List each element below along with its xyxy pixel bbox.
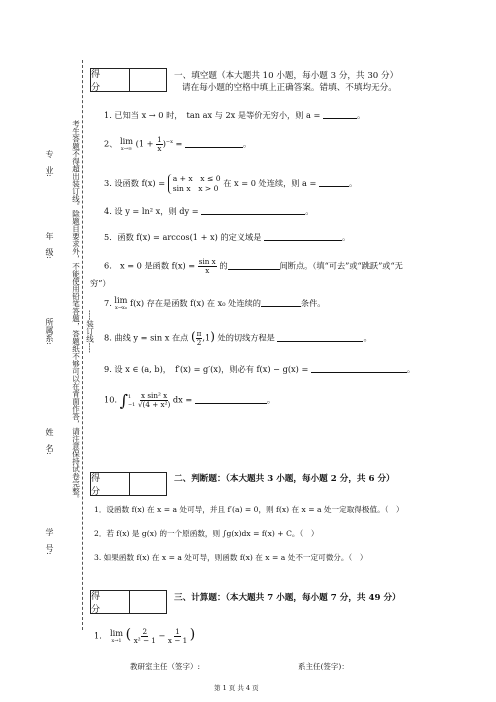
- s1-q3: 3. 设函数 f(x) = a + x x ≤ 0 sin x x > 0 在 x = 0 处连续，则 a = 。: [104, 174, 358, 193]
- s1-q8: 8. 曲线 y = sin x 在点 ( $\frac{\pi}{2}$ ,1) 处的切线方程是 。: [104, 329, 372, 347]
- s2-q1: 1．设函数 f(x) 在 x = a 处可导，并且 f′(a) = 0，则 f(x) 在 x = a 处一定取得极值。（ ）: [94, 505, 404, 514]
- s1-q6-cont: 穷”）: [90, 278, 111, 288]
- s1-q5: 5．函数 f(x) = arccos(1 + x) 的定义域是 。: [104, 232, 351, 242]
- score-box-1: [90, 68, 167, 92]
- s2-q2: 2．若 f(x) 是 g(x) 的一个原函数，则 ∫g(x)dx = f(x) + C。（ ）: [94, 529, 319, 538]
- s1-q9: 9. 设 x ∈ (a, b)， f′(x) = g′(x)，则必有 f(x) − g(x) = 。: [104, 364, 416, 374]
- s1-q6: 6. x = 0 是函数 f(x) = $\frac{\text{sin x}}{x}$ 的 间断点。（填“可去”或“跳跃”或“无: [104, 257, 403, 275]
- score-box-2: [90, 472, 167, 496]
- section1-instruction: 请在每小题的空格中填上正确答案。错填、不填均无分。: [182, 83, 397, 93]
- score-label: 得 分: [91, 473, 130, 495]
- field-grade: 年 级:: [45, 232, 54, 259]
- sign-dept-head: 系主任(签字)：: [298, 662, 349, 671]
- s1-q1: 1. 已知当 x → 0 时， tan ax 与 2x 是等价无穷小，则 a = 。: [104, 110, 366, 120]
- field-dept: 所属系:: [45, 318, 54, 345]
- s1-q4: 4. 设 y = ln² x，则 dy = 。: [104, 206, 314, 216]
- binding-line: [82, 60, 83, 630]
- score-label: 得 分: [91, 591, 130, 613]
- sign-teaching-office: 教研室主任（签字）:: [130, 662, 201, 671]
- s2-q3: 3. 如果函数 f(x) 在 x = a 处可导，则函数 f(x) 在 x = a 处不一定可微分。（ ）: [94, 553, 368, 562]
- score-box-3: [90, 590, 167, 614]
- page-number: 第 1 页 共 4 页: [214, 684, 259, 692]
- score-label: 得 分: [91, 69, 130, 91]
- exam-notice: 考生答题不得超出装订线。除题目要求外，不能使用铅笔答题，答题纸不够可以在背面作答，请注意保持试卷完整。: [71, 120, 81, 503]
- s1-q10: 10. ∫ 1 −1 $\frac{\text{x sin² x}}{\text{√(4 + x²)}}$ dx = 。: [104, 391, 276, 410]
- field-major: 专 业:: [45, 150, 54, 177]
- field-name: 姓 名:: [45, 428, 54, 455]
- s1-q2: 2、 lim x→∞ (1 + $\frac{1}{x}$ )$^{-x}$ = 。: [104, 135, 252, 153]
- binding-line-label: ----装订线----: [85, 310, 95, 353]
- section1-title: 一、填空题（本大题共 10 小题，每小题 3 分，共 30 分）: [174, 71, 399, 81]
- s1-q7: 7. lim x→x₀ f(x) 存在是函数 f(x) 在 x₀ 处连续的 条件。: [104, 295, 326, 311]
- section3-title: 三、计算题：（本大题共 7 小题，每小题 7 分，共 49 分）: [174, 593, 401, 603]
- field-id: 学 号:: [45, 528, 54, 555]
- section2-title: 二、判断题：（本大题共 3 小题，每小题 2 分，共 6 分）: [174, 474, 395, 484]
- s3-q1: 1． lim x→1 ( $\frac{2}{\text{x² − 1}}$ − $\frac{1}{x - 1}$ ): [94, 626, 196, 645]
